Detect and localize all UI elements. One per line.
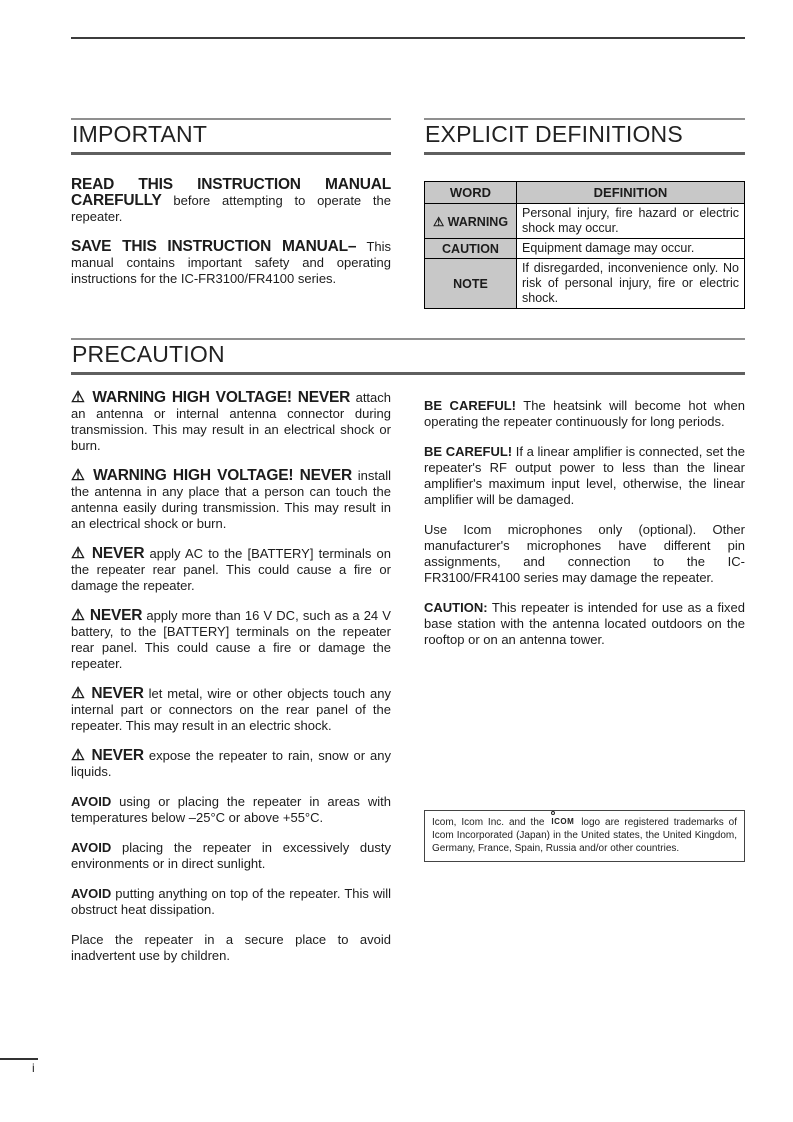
avoid-lead: AVOID (71, 840, 112, 855)
precaution-paragraph (424, 600, 745, 648)
avoid-lead: AVOID (71, 886, 112, 901)
trademark-text-post: logo are registered trademarks of Icom Incorporated (Japan) in the United states, the United Kingdom, Germany, France, Spain, Russia and/or other countries. (432, 817, 738, 854)
precaution-right-column (424, 398, 745, 662)
paragraph-body: The heatsink will become hot when operating the repeater continuously for long periods. (424, 398, 745, 429)
never-lead: ⚠ NEVER (71, 607, 143, 624)
precaution-paragraph (71, 468, 391, 532)
paragraph-body: before attempting to operate the repeater. (71, 193, 391, 224)
caution-lead: CAUTION: (424, 600, 488, 615)
page-number: i (32, 1061, 35, 1075)
warning-lead: ⚠ WARNING HIGH VOLTAGE! NEVER (71, 389, 351, 406)
warning-lead: ⚠ WARNING HIGH VOLTAGE! NEVER (71, 467, 352, 484)
precaution-paragraph (424, 522, 745, 586)
paragraph-body: let metal, wire or other objects touch any internal part or connectors on the rear panel of the repeater. This may result in an electric shock. (71, 686, 391, 733)
trademark-notice-box (424, 810, 745, 862)
precaution-paragraph (71, 840, 391, 872)
top-rule (71, 37, 745, 39)
paragraph-body: expose the repeater to rain, snow or any liquids. (71, 748, 391, 779)
definition-cell: If disregarded, inconvenience only. No risk of personal injury, fire or electric shock. (517, 259, 745, 309)
precaution-paragraph (424, 444, 745, 508)
paragraph-body: using or placing the repeater in areas with temperatures below –25°C or above +55°C. (71, 794, 391, 825)
word-column-header: WORD (425, 182, 517, 204)
precaution-paragraph (71, 608, 391, 672)
precaution-paragraph (71, 546, 391, 594)
table-row (425, 259, 745, 309)
definition-cell: Equipment damage may occur. (517, 239, 745, 259)
important-paragraph (71, 177, 391, 225)
paragraph-body: Use Icom microphones only (optional). Other manufacturer's microphones have different pin assignments, and connection to the IC-FR3100/FR4100 series may damage the repeater. (424, 522, 745, 585)
precaution-paragraph (71, 886, 391, 918)
important-paragraph (71, 239, 391, 287)
footer-rule (0, 1058, 38, 1060)
definitions-section (424, 118, 745, 309)
precaution-paragraph (71, 932, 391, 964)
paragraph-body: Place the repeater in a secure place to avoid inadvertent use by children. (71, 932, 391, 963)
word-cell: NOTE (425, 259, 517, 309)
table-header-row (425, 182, 745, 204)
precaution-title: PRECAUTION (71, 338, 745, 375)
paragraph-body: If a linear amplifier is connected, set the repeater's RF output power to less than the linear amplifier's maximum input level, otherwise, the linear amplifier will be damaged. (424, 444, 745, 507)
icom-logo (549, 815, 576, 828)
paragraph-body: This manual contains important safety and operating instructions for the IC-FR3100/FR4100 series. (71, 239, 392, 286)
paragraph-body: apply AC to the [BATTERY] terminals on the repeater rear panel. This could cause a fire or damage the repeater. (71, 546, 391, 593)
icom-logo-text: ICOM (551, 817, 575, 826)
table-row (425, 204, 745, 239)
precaution-section-heading (71, 338, 745, 375)
paragraph-body: putting anything on top of the repeater. This will obstruct heat dissipation. (71, 886, 391, 917)
precaution-paragraph (424, 398, 745, 430)
icom-logo-ring-icon (551, 811, 555, 815)
precaution-paragraph (71, 686, 391, 734)
word-cell: CAUTION (425, 239, 517, 259)
definition-cell: Personal injury, fire hazard or electric shock may occur. (517, 204, 745, 239)
important-title: IMPORTANT (71, 118, 391, 155)
never-lead: ⚠ NEVER (71, 747, 144, 764)
paragraph-body: attach an antenna or internal antenna connector during transmission. This may result in an electrical shock or burn. (71, 390, 391, 453)
table-row (425, 239, 745, 259)
paragraph-body: install the antenna in any place that a person can touch the antenna easily during transmission. This may result in an electrical shock or burn. (71, 468, 391, 531)
be-careful-lead: BE CAREFUL! (424, 444, 513, 459)
avoid-lead: AVOID (71, 794, 112, 809)
precaution-paragraph (71, 748, 391, 780)
definitions-table (424, 181, 745, 309)
paragraph-lead: READ THIS INSTRUCTION MANUAL CAREFULLY (71, 176, 391, 209)
definition-column-header: DEFINITION (517, 182, 745, 204)
paragraph-lead: SAVE THIS INSTRUCTION MANUAL– (71, 238, 357, 255)
never-lead: ⚠ NEVER (71, 685, 144, 702)
word-cell: ⚠ WARNING (425, 204, 517, 239)
never-lead: ⚠ NEVER (71, 545, 145, 562)
be-careful-lead: BE CAREFUL! (424, 398, 516, 413)
precaution-paragraph (71, 390, 391, 454)
trademark-text-pre: Icom, Icom Inc. and the (432, 817, 545, 828)
precaution-left-column (71, 390, 391, 978)
paragraph-body: apply more than 16 V DC, such as a 24 V battery, to the [BATTERY] terminals on the repeater rear panel. This could cause a fire or damage the repeater. (71, 608, 391, 671)
paragraph-body: placing the repeater in excessively dusty environments or in direct sunlight. (71, 840, 391, 871)
definitions-title: EXPLICIT DEFINITIONS (424, 118, 745, 155)
paragraph-body: This repeater is intended for use as a fixed base station with the antenna located outdoors on the rooftop or on an antenna tower. (424, 600, 745, 647)
important-section (71, 118, 391, 301)
precaution-paragraph (71, 794, 391, 826)
